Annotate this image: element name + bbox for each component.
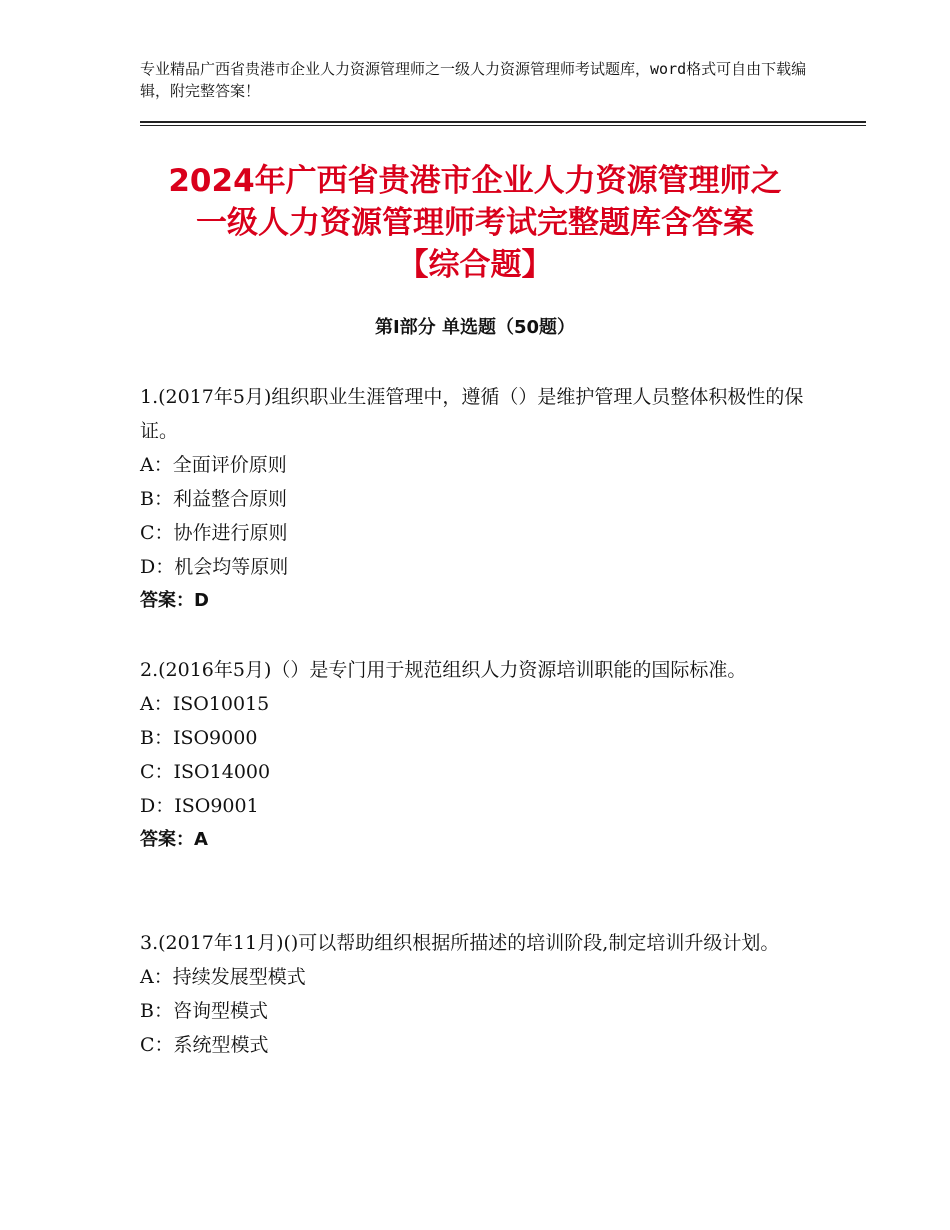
question-stem: 2.(2016年5月)（）是专门用于规范组织人力资源培训职能的国际标准。 [140,659,747,681]
option-c: C：协作进行原则 [140,522,288,544]
option-a: A：持续发展型模式 [140,966,306,988]
question-3 [140,926,820,1062]
header-note: 专业精品广西省贵港市企业人力资源管理师之一级人力资源管理师考试题库，word格式可自由下载编辑，附完整答案！ [140,60,807,100]
option-a: A：全面评价原则 [140,454,287,476]
answer-label: 答案：D [140,590,209,611]
option-a: A：ISO10015 [140,693,270,715]
answer-label: 答案：A [140,829,208,850]
question-1 [140,380,820,618]
title-line: 一级人力资源管理师考试完整题库含答案 [196,205,754,241]
question-stem: 3.(2017年11月)()可以帮助组织根据所描述的培训阶段,制定培训升级计划。 [140,932,780,954]
option-d: D：ISO9001 [140,795,259,817]
option-c: C：ISO14000 [140,761,271,783]
title-line: 2024年广西省贵港市企业人力资源管理师之 [168,163,782,199]
option-b: B：ISO9000 [140,727,258,749]
section-title: 第Ⅰ部分 单选题（50题） [374,317,575,338]
header-divider-thin [140,125,866,126]
option-c: C：系统型模式 [140,1034,269,1056]
option-b: B：利益整合原则 [140,488,287,510]
question-2 [140,653,820,857]
title-line: 【综合题】 [397,247,553,283]
question-stem: 1.(2017年5月)组织职业生涯管理中，遵循（）是维护管理人员整体积极性的保证。 [140,386,804,442]
option-d: D：机会均等原则 [140,556,289,578]
option-b: B：咨询型模式 [140,1000,268,1022]
document-title [120,160,830,286]
header-divider-thick [140,121,866,123]
